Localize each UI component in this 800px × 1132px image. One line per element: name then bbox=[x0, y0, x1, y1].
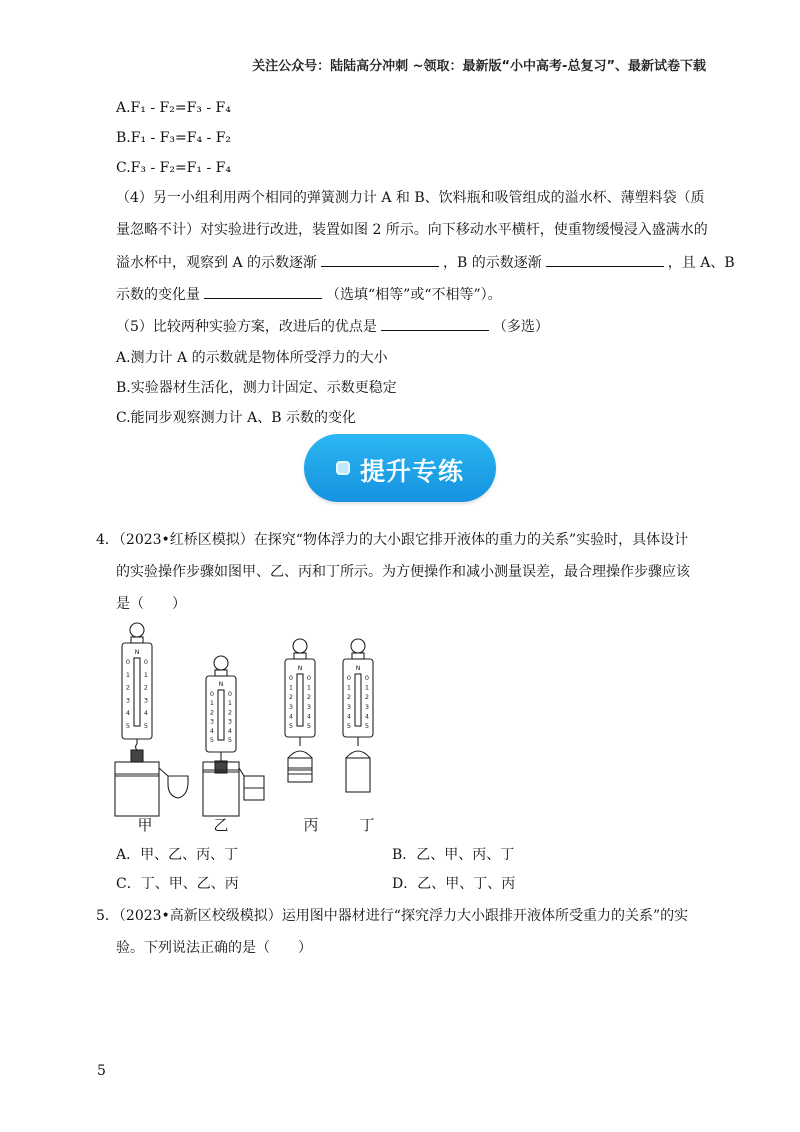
scale-tick-label: 3 bbox=[288, 702, 294, 711]
scale-tick-label: 0 bbox=[125, 658, 131, 666]
q3-part5-stem-b: （多选） bbox=[492, 319, 549, 335]
q5-line2: 验。下列说法正确的是（ ） bbox=[116, 940, 312, 956]
q3-option-c: C.F₃ - F₂=F₁ - F₄ bbox=[116, 160, 231, 176]
q3-option-b: B.F₁ - F₃=F₄ - F₂ bbox=[116, 130, 232, 146]
scale-tick-label: 5 bbox=[288, 722, 294, 730]
q3-part4-line3 bbox=[116, 252, 735, 273]
scale-jia bbox=[115, 623, 188, 816]
scale-tick-label: 3 bbox=[364, 702, 370, 711]
scale-tick-label: 2 bbox=[364, 693, 370, 702]
q3-part4-line4 bbox=[116, 284, 502, 305]
scale-tick-label: 5 bbox=[209, 736, 215, 744]
scale-tick-label: 1 bbox=[227, 699, 233, 708]
q3-part5-stem-a: （5）比较两种实验方案，改进后的优点是 bbox=[116, 319, 377, 335]
scale-unit-label: N bbox=[297, 664, 303, 672]
q3-part4-line4-a: 示数的变化量 bbox=[116, 287, 200, 303]
scale-tick-label: 4 bbox=[346, 712, 352, 721]
scale-tick-label: 0 bbox=[306, 674, 312, 682]
figure-label-0: 甲 bbox=[137, 816, 153, 834]
scale-tick-label: 0 bbox=[227, 690, 233, 698]
q5-line1: 5．（2023•高新区校级模拟）运用图中器材进行“探究浮力大小跟排开液体所受重力的关系”的实 bbox=[96, 908, 689, 924]
spring-scale-diagram bbox=[108, 618, 378, 843]
scale-tick-label: 3 bbox=[209, 717, 215, 726]
scale-tick-label: 4 bbox=[306, 712, 312, 721]
scale-tick-label: 1 bbox=[364, 683, 370, 692]
q3-part5-option-b: B.实验器材生活化，测力计固定、示数更稳定 bbox=[116, 380, 397, 396]
figure-label-1: 乙 bbox=[213, 816, 229, 834]
scale-tick-label: 1 bbox=[346, 683, 352, 692]
answer-blank-change-amount[interactable] bbox=[204, 284, 322, 299]
scale-tick-label: 2 bbox=[306, 693, 312, 702]
q4-option-d: D．乙、甲、丁、丙 bbox=[392, 876, 516, 892]
answer-blank-advantages[interactable] bbox=[381, 316, 489, 331]
scale-unit-label: N bbox=[355, 664, 361, 672]
scale-tick-label: 5 bbox=[346, 722, 352, 730]
scale-tick-label: 4 bbox=[288, 712, 294, 721]
answer-blank-b-trend[interactable] bbox=[546, 252, 664, 267]
page-number: 5 bbox=[97, 1063, 106, 1079]
q3-part5-option-a: A.测力计 A 的示数就是物体所受浮力的大小 bbox=[116, 350, 388, 366]
scale-tick-label: 2 bbox=[346, 693, 352, 702]
scale-tick-label: 5 bbox=[227, 736, 233, 744]
q3-part5-stem bbox=[116, 316, 549, 337]
scale-tick-label: 0 bbox=[364, 674, 370, 682]
q3-part5-option-c: C.能同步观察测力计 A、B 示数的变化 bbox=[116, 410, 356, 426]
q4-experiment-figure bbox=[108, 618, 378, 843]
scale-tick-label: 0 bbox=[346, 674, 352, 682]
scale-tick-label: 0 bbox=[143, 658, 149, 666]
q4-line3: 是（ ） bbox=[116, 596, 186, 612]
scale-tick-label: 2 bbox=[209, 708, 215, 717]
scale-tick-label: 0 bbox=[288, 674, 294, 682]
q4-option-c: C．丁、甲、乙、丙 bbox=[116, 876, 239, 892]
scale-tick-label: 2 bbox=[227, 708, 233, 717]
scale-tick-label: 1 bbox=[306, 683, 312, 692]
scale-tick-label: 3 bbox=[306, 702, 312, 711]
scale-tick-label: 3 bbox=[125, 696, 131, 705]
scale-tick-label: 3 bbox=[143, 696, 149, 705]
scale-tick-label: 3 bbox=[346, 702, 352, 711]
figure-label-3: 丁 bbox=[359, 816, 375, 834]
scale-tick-label: 2 bbox=[288, 693, 294, 702]
q3-option-a: A.F₁ - F₂=F₃ - F₄ bbox=[116, 100, 231, 116]
q3-part4-line4-b: （选填“相等”或“不相等”）。 bbox=[326, 287, 502, 303]
q4-option-b: B．乙、甲、丙、丁 bbox=[392, 847, 515, 863]
scale-tick-label: 1 bbox=[288, 683, 294, 692]
q3-part4-line1: （4）另一小组利用两个相同的弹簧测力计 A 和 B、饮料瓶和吸管组成的溢水杯、薄塑料袋（质 bbox=[116, 190, 705, 206]
scale-tick-label: 5 bbox=[125, 722, 131, 730]
scale-tick-label: 2 bbox=[125, 683, 131, 692]
scale-tick-label: 4 bbox=[227, 726, 233, 735]
scale-tick-label: 4 bbox=[125, 709, 131, 718]
page-header: 关注公众号：陆陆高分冲刺 ~领取：最新版“小中高考-总复习”、最新试卷下载 bbox=[252, 59, 706, 74]
banner-bullet-icon bbox=[336, 461, 350, 475]
scale-tick-label: 2 bbox=[143, 683, 149, 692]
scale-tick-label: 5 bbox=[306, 722, 312, 730]
q4-option-a: A．甲、乙、丙、丁 bbox=[116, 847, 239, 863]
figure-label-2: 丙 bbox=[303, 816, 319, 834]
q3-part4-line3-b: ，B 的示数逐渐 bbox=[443, 255, 542, 271]
q3-part4-line3-c: ，且 A、B bbox=[667, 255, 735, 271]
scale-tick-label: 5 bbox=[364, 722, 370, 730]
scale-tick-label: 5 bbox=[143, 722, 149, 730]
scale-tick-label: 4 bbox=[364, 712, 370, 721]
scale-unit-label: N bbox=[134, 648, 140, 656]
scale-tick-label: 4 bbox=[143, 709, 149, 718]
q4-line2: 的实验操作步骤如图甲、乙、丙和丁所示。为方便操作和减小测量误差，最合理操作步骤应该 bbox=[116, 564, 690, 580]
q4-line1: 4．（2023•红桥区模拟）在探究“物体浮力的大小跟它排开液体的重力的关系”实验时，具体设计 bbox=[96, 532, 689, 548]
scale-unit-label: N bbox=[218, 680, 224, 688]
scale-tick-label: 1 bbox=[209, 699, 215, 708]
section-banner bbox=[304, 434, 496, 502]
q3-part4-line3-a: 溢水杯中，观察到 A 的示数逐渐 bbox=[116, 255, 318, 271]
scale-tick-label: 0 bbox=[209, 690, 215, 698]
scale-tick-label: 1 bbox=[125, 670, 131, 679]
scale-tick-label: 3 bbox=[227, 717, 233, 726]
scale-tick-label: 1 bbox=[143, 670, 149, 679]
scale-tick-label: 4 bbox=[209, 726, 215, 735]
answer-blank-a-trend[interactable] bbox=[321, 252, 439, 267]
banner-title: 提升专练 bbox=[360, 457, 465, 486]
q3-part4-line2: 量忽略不计）对实验进行改进，装置如图 2 所示。向下移动水平横杆，使重物缓慢浸入盛满水的 bbox=[116, 222, 708, 238]
